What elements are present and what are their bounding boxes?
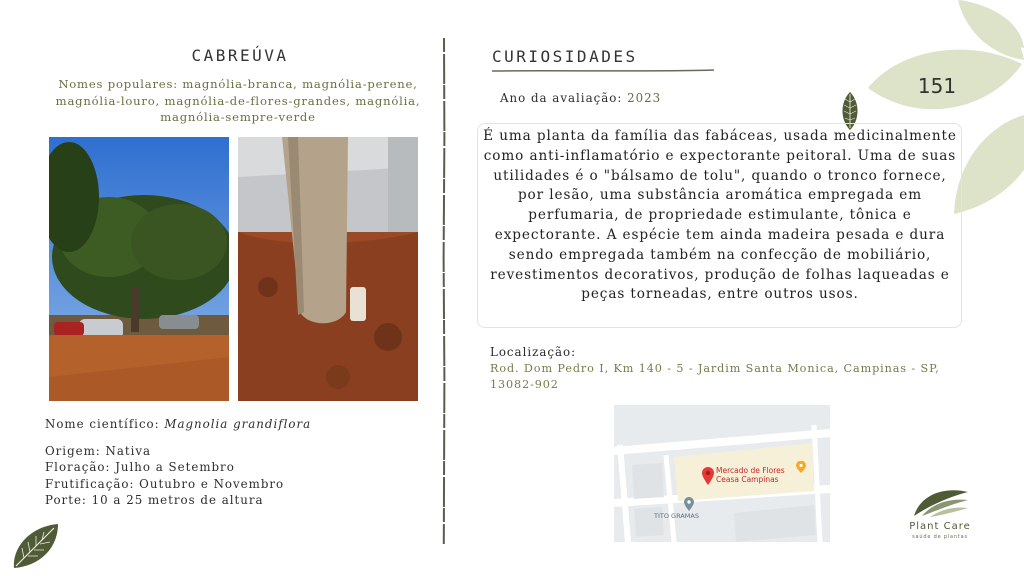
plant-facts xyxy=(45,443,284,508)
leaf-icon-bottom-left xyxy=(10,522,62,570)
origin-text: Origem: Nativa xyxy=(45,444,152,458)
scientific-name xyxy=(45,416,311,432)
evaluation-year xyxy=(500,90,661,106)
popular-names: Nomes populares: magnólia-branca, magnólia-perene, magnólia-louro, magnólia-de-flores-grandes, magnólia, magnólia-sempre-verde xyxy=(55,77,421,124)
fruiting-text: Frutificação: Outubro e Novembro xyxy=(45,476,285,491)
plant-care-logo-icon xyxy=(912,486,970,520)
poi-pin-icon xyxy=(684,497,694,511)
scientific-name-value: Magnolia grandiflora xyxy=(164,417,312,431)
map-pin-icon xyxy=(702,467,714,485)
location-label: Localização: xyxy=(490,345,577,359)
size-text: Porte: 10 a 25 metros de altura xyxy=(45,492,264,507)
plant-name-title: CABREÚVA xyxy=(191,46,289,65)
page-number: 151 xyxy=(917,74,957,98)
poi-label: TITO GRAMAS xyxy=(654,512,699,520)
location-address: Rod. Dom Pedro I, Km 140 - 5 - Jardim Santa Monica, Campinas - SP, 13082-902 xyxy=(490,362,940,391)
curiosities-text: É uma planta da família das fabáceas, usada medicinalmente como anti-inflamatório e expectorante peitoral. Uma de suas utilidades é o "bálsamo de tolu", quando o tronco fornece, por lesão, uma substância aromática empregada em perfumaria, de propriedade estimulante, tônica e expectorante. A espécie tem ainda madeira pesada e dura sendo empregada também na confecção de mobiliário, revestimentos decorativos, produção de folhas laqueadas e peças torneadas, entre outros usos. xyxy=(483,128,957,303)
brand-name: Plant Care xyxy=(909,521,971,532)
food-place-icon xyxy=(796,461,806,473)
evaluation-year-label: Ano da avaliação: xyxy=(500,91,623,105)
evaluation-year-value: 2023 xyxy=(627,91,662,105)
location-map[interactable] xyxy=(614,405,830,542)
map-place-label: Mercado de Flores Ceasa Campinas xyxy=(716,466,785,484)
tree-photo xyxy=(49,137,229,401)
title-underline xyxy=(492,68,714,74)
column-divider xyxy=(442,38,446,544)
brand-tagline: saúde de plantas xyxy=(912,534,968,540)
trunk-photo xyxy=(238,137,418,401)
scientific-name-label: Nome científico: xyxy=(45,417,160,431)
flowering-text: Floração: Julho a Setembro xyxy=(45,460,235,475)
curiosities-title: CURIOSIDADES xyxy=(492,47,638,66)
